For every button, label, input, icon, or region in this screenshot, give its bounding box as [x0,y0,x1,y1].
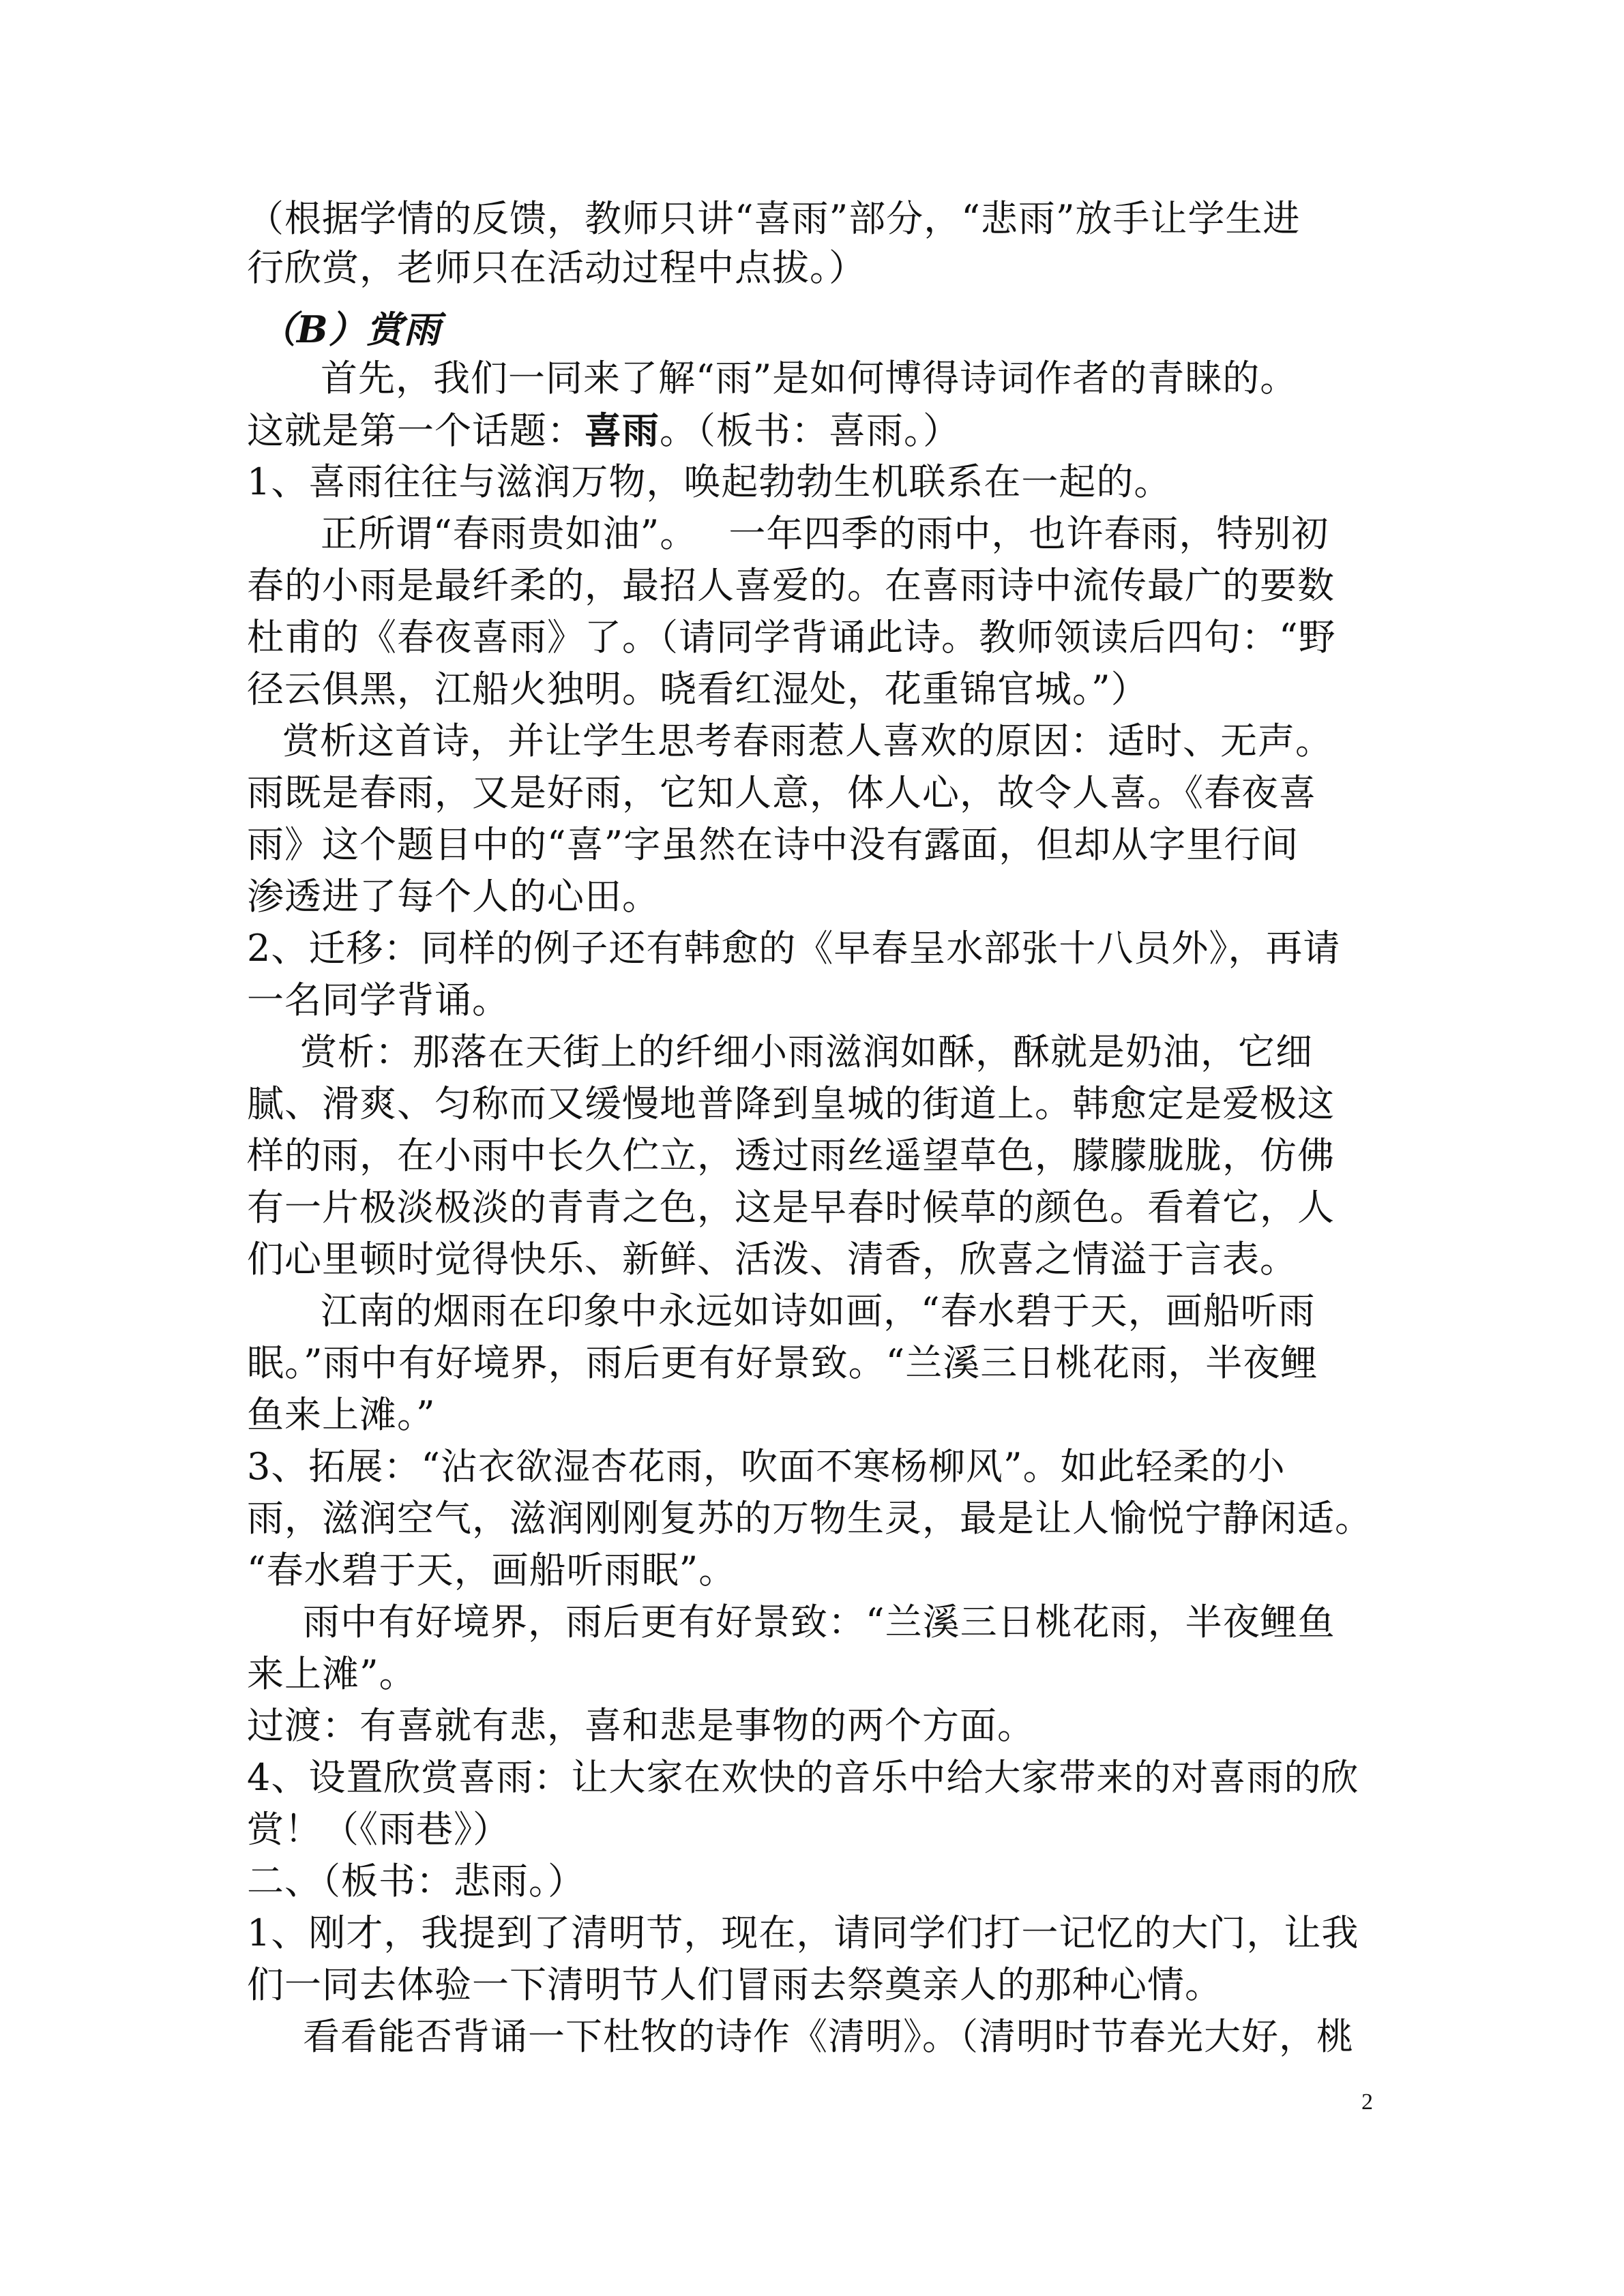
text-line: 杜甫的《春夜喜雨》了。（请同学背诵此诗。教师领读后四句：“野 [247,616,1336,659]
text-line: 雨中有好境界，雨后更有好景致：“兰溪三日桃花雨，半夜鲤鱼 [303,1600,1335,1643]
text-line: 看看能否背诵一下杜牧的诗作《清明》。（清明时节春光大好，桃 [303,2015,1354,2058]
text-line: 样的雨，在小雨中长久伫立，透过雨丝遥望草色，朦朦胧胧，仿佛 [247,1134,1335,1177]
text-line: 4、设置欣赏喜雨：让大家在欢快的音乐中给大家带来的对喜雨的欣 [247,1756,1359,1799]
text-line: 有一片极淡极淡的青青之色，这是早春时候草的颜色。看着它，人 [247,1186,1335,1229]
text-line: 雨》这个题目中的“喜”字虽然在诗中没有露面，但却从字里行间 [247,823,1299,866]
text-line: 来上滩”。 [247,1652,417,1695]
text-line: 渗透进了每个人的心田。 [247,875,660,918]
text-line: 行欣赏，老师只在活动过程中点拔。） [247,246,866,289]
text-line: “春水碧于天，画船听雨眠”。 [247,1549,737,1592]
text-line: （根据学情的反馈，教师只讲“喜雨”部分，“悲雨”放手让学生进 [247,197,1301,240]
text-line: 一名同学背诵。 [247,979,510,1022]
text-line: 正所谓“春雨贵如油”。 一年四季的雨中，也许春雨，特别初 [321,512,1329,555]
text-line: 二、（板书：悲雨。） [247,1860,585,1903]
text-line: 1、喜雨往往与滋润万物，唤起勃勃生机联系在一起的。 [247,460,1172,503]
page-number: 2 [1361,2089,1373,2115]
text-line: 过渡：有喜就有悲，喜和悲是事物的两个方面。 [247,1704,1035,1747]
section-heading: （B）赏雨 [259,308,441,351]
text-line: 鱼来上滩。” [247,1393,436,1436]
text-line: 2、迁移：同样的例子还有韩愈的《早春呈水部张十八员外》，再请 [247,927,1341,970]
text-line: 雨，滋润空气，滋润刚刚复苏的万物生灵，最是让人愉悦宁静闲适。 [247,1497,1372,1540]
text-line: 赏析：那落在天街上的纤细小雨滋润如酥，酥就是奶油，它细 [300,1030,1313,1073]
text-line: 赏！（《雨巷》） [247,1808,510,1851]
text-line: 眠。”雨中有好境界，雨后更有好景致。“兰溪三日桃花雨，半夜鲤 [247,1341,1318,1384]
text-line: 腻、滑爽、匀称而又缓慢地普降到皇城的街道上。韩愈定是爱极这 [247,1082,1335,1125]
text-line: 首先，我们一同来了解“雨”是如何博得诗词作者的青睐的。 [321,357,1298,400]
text-line: 1、刚才，我提到了清明节，现在，请同学们打一记忆的大门，让我 [247,1911,1359,1954]
topic-highlight: 喜雨 [585,408,660,452]
text-line: 径云俱黑，江船火独明。晓看红湿处，花重锦官城。”） [247,668,1149,711]
text-line: 们一同去体验一下清明节人们冒雨去祭奠亲人的那种心情。 [247,1963,1222,2006]
text-line: 雨既是春雨，又是好雨，它知人意，体人心，故令人喜。《春夜喜 [247,771,1316,814]
text-line: 江南的烟雨在印象中永远如诗如画，“春水碧于天，画船听雨 [321,1289,1316,1332]
text-line: 3、拓展：“沾衣欲湿杏花雨，吹面不寒杨柳风”。如此轻柔的小 [247,1445,1286,1488]
text-line: 这就是第一个话题：喜雨。（板书：喜雨。） [247,408,960,452]
text-line: 春的小雨是最纤柔的，最招人喜爱的。在喜雨诗中流传最广的要数 [247,564,1335,607]
text-line: 赏析这首诗，并让学生思考春雨惹人喜欢的原因：适时、无声。 [282,719,1333,762]
text-line: 们心里顿时觉得快乐、新鲜、活泼、清香，欣喜之情溢于言表。 [247,1238,1297,1281]
